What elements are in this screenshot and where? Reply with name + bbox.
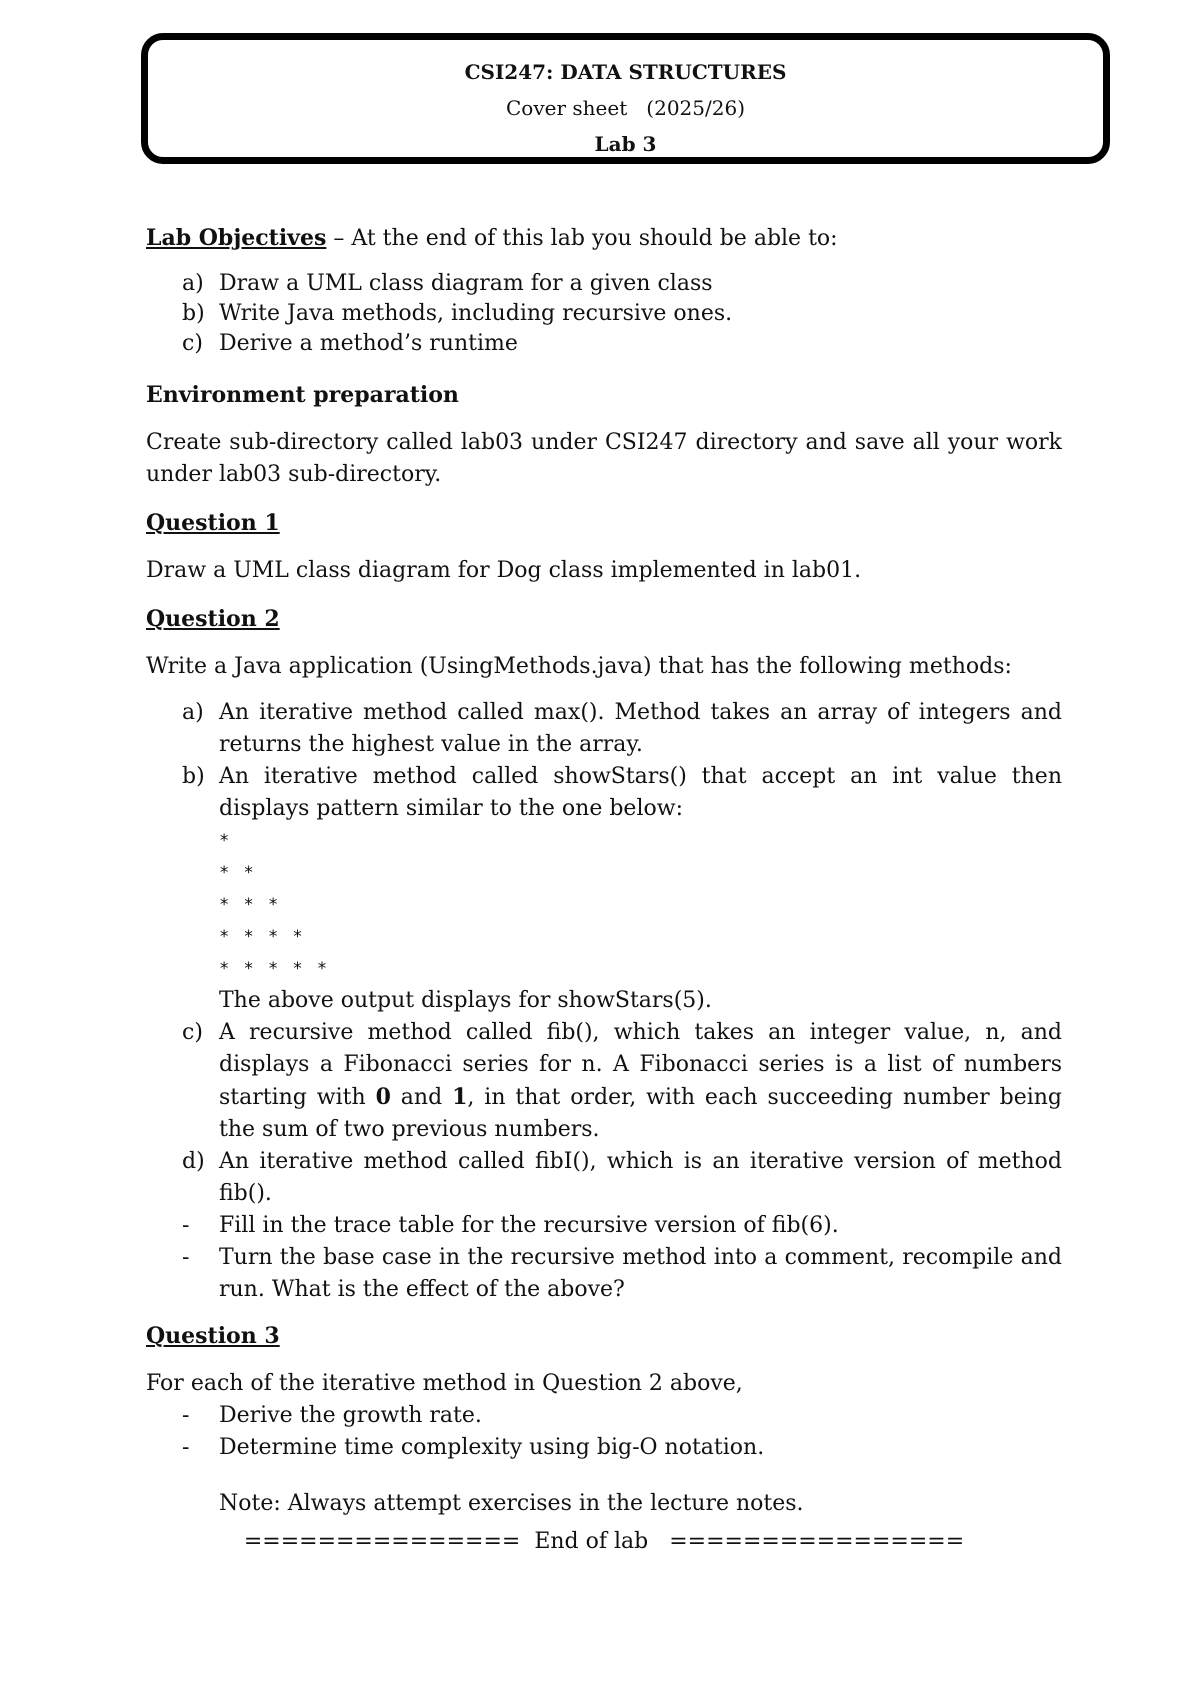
question-1-heading: Question 1 (146, 510, 280, 536)
question-3-intro: For each of the iterative method in Question 2 above, (146, 1371, 743, 1396)
list-item-text: Determine time complexity using big-O notation. (219, 1435, 765, 1460)
star-row: * * * * * (219, 959, 330, 979)
list-marker: - (182, 1435, 190, 1460)
list-item-text: Derive the growth rate. (219, 1403, 482, 1428)
lab-number: Lab 3 (594, 132, 657, 156)
question-1-text: Draw a UML class diagram for Dog class implemented in lab01. (146, 558, 862, 583)
star-row: * * (219, 863, 256, 883)
question-3-heading: Question 3 (146, 1323, 280, 1349)
list-marker: a) (182, 700, 204, 725)
cover-sheet-subtitle: Cover sheet (2025/26) (505, 96, 745, 120)
question-2-heading: Question 2 (146, 606, 280, 632)
list-marker: b) (182, 301, 205, 326)
end-of-lab: =============== End of lab ================ (243, 1529, 965, 1554)
list-item-text: Write Java methods, including recursive ones. (219, 301, 733, 326)
list-marker: a) (182, 271, 204, 296)
list-marker: c) (182, 331, 203, 356)
list-item-text: Fill in the trace table for the recursive version of fib(6). (219, 1213, 839, 1238)
list-marker: - (182, 1213, 190, 1238)
list-item-text: An iterative method called max(). Method takes an array of integers and returns the highest value in the array. (219, 700, 1062, 757)
list-item-text: Derive a method’s runtime (219, 331, 518, 356)
list-item-text: An iterative method called fibI(), which is an iterative version of method fib(). (219, 1149, 1062, 1206)
star-pattern (219, 825, 1062, 985)
bold-number-zero: 0 (375, 1084, 391, 1110)
list-item-text: and (390, 1085, 453, 1110)
environment-heading: Environment preparation (146, 382, 459, 408)
objectives-intro-text: – At the end of this lab you should be able to: (326, 226, 838, 251)
list-item-text: A recursive method called fib(), which takes an integer value, n, and displays a Fibonacci series for n. A Fibonacci series is a list of numbers starting with (219, 1020, 1062, 1110)
star-row: * * * (219, 895, 281, 915)
star-row: * * * * (219, 927, 305, 947)
objectives-intro (146, 222, 1062, 255)
list-item-text: Draw a UML class diagram for a given class (219, 271, 713, 296)
list-item (146, 1017, 1062, 1146)
objectives-list (146, 269, 1062, 359)
cover-header (141, 33, 1110, 164)
question-2-intro: Write a Java application (UsingMethods.java) that has the following methods: (146, 654, 1012, 679)
list-marker: - (182, 1245, 190, 1270)
star-row: * (219, 831, 232, 851)
list-item-text: An iterative method called showStars() that accept an int value then displays pattern similar to the one below: (219, 764, 1062, 821)
list-item (146, 697, 1062, 761)
bold-number-one: 1 (452, 1084, 468, 1110)
list-item (146, 269, 1062, 299)
list-marker: c) (182, 1020, 203, 1045)
list-item-text: Turn the base case in the recursive method into a comment, recompile and run. What is the effect of the above? (219, 1245, 1062, 1302)
list-item (146, 299, 1062, 329)
question-2-list (146, 697, 1062, 1306)
environment-text: Create sub-directory called lab03 under CSI247 directory and save all your work under lab03 sub-directory. (146, 430, 1062, 487)
objectives-label: Lab Objectives (146, 225, 327, 251)
list-item (146, 1242, 1062, 1306)
question-3-list (146, 1400, 1062, 1464)
list-item (146, 329, 1062, 359)
list-item (146, 1146, 1062, 1210)
list-item (146, 1210, 1062, 1242)
list-marker: - (182, 1403, 190, 1428)
list-item (146, 1432, 1062, 1464)
star-pattern-note: The above output displays for showStars(5). (219, 988, 712, 1013)
list-item-text: , in that order, with each succeeding number being the sum of two previous numbers. (219, 1085, 1062, 1142)
list-marker: b) (182, 764, 205, 789)
list-item (146, 761, 1062, 1017)
document-body (146, 222, 1062, 1558)
list-marker: d) (182, 1149, 205, 1174)
note: Note: Always attempt exercises in the lecture notes. (219, 1491, 804, 1516)
course-title: CSI247: DATA STRUCTURES (464, 60, 787, 84)
list-item (146, 1400, 1062, 1432)
